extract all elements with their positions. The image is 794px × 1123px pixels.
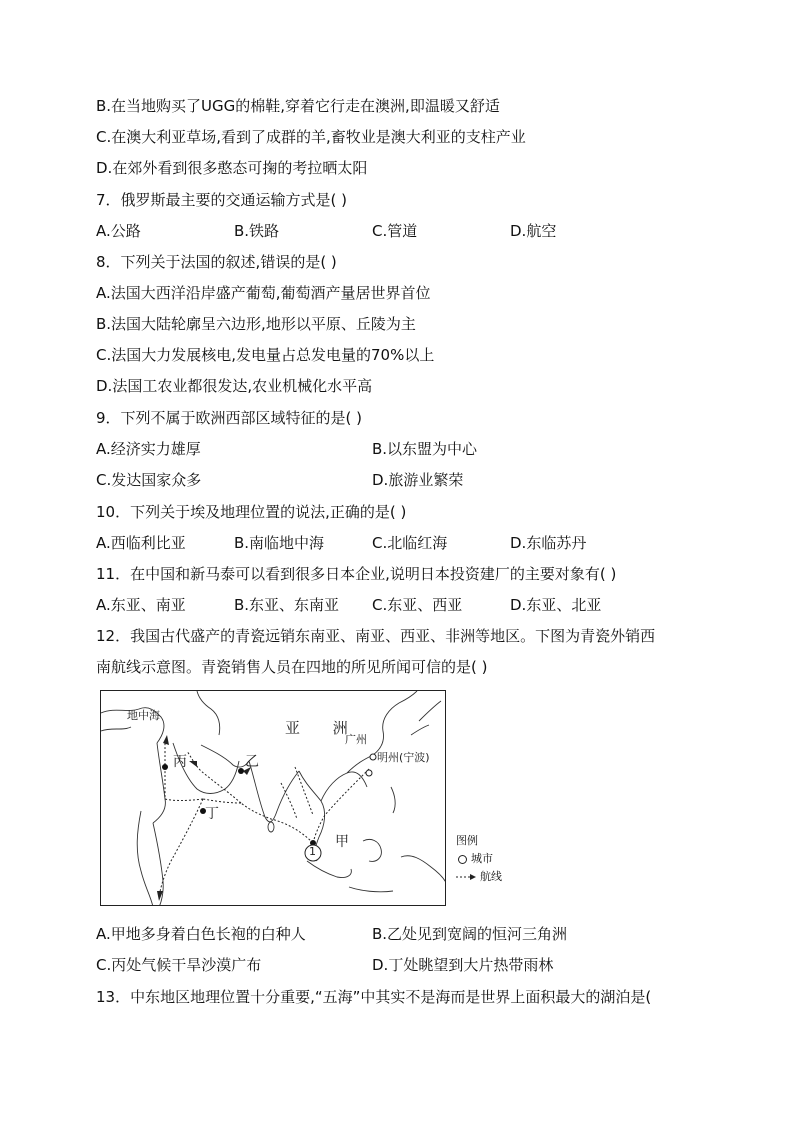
coastline <box>268 822 274 832</box>
route-line <box>187 751 241 803</box>
q7-option-a: A.公路 <box>96 222 141 240</box>
legend-route-label: 航线 <box>480 870 502 883</box>
label-asia: 亚 洲 <box>285 719 362 737</box>
question-8-stem: 8．下列关于法国的叙述,错误的是( ) <box>96 253 337 271</box>
q8-option-c: C.法国大力发展核电,发电量占总发电量的70%以上 <box>96 346 435 364</box>
option-text: B.在当地购买了UGG的棉鞋,穿着它行走在澳洲,即温暖又舒适 <box>96 97 500 115</box>
q12-option-c: C.丙处气候干旱沙漠广布 <box>96 956 262 974</box>
legend-title: 图例 <box>456 834 478 847</box>
coastline <box>419 701 441 721</box>
q9-option-d: D.旅游业繁荣 <box>372 471 464 489</box>
label-guangzhou: 广州 <box>345 733 367 746</box>
map-drawing <box>101 691 446 906</box>
city-dot-bing <box>162 764 168 770</box>
q9-option-b: B.以东盟为中心 <box>372 440 478 458</box>
q7-option-d: D.航空 <box>510 222 557 240</box>
q8-option-d: D.法国工农业都很发达,农业机械化水平高 <box>96 377 373 395</box>
label-yi: 乙 <box>245 754 259 770</box>
coastline <box>411 725 429 735</box>
q10-option-d: D.东临苏丹 <box>510 534 587 552</box>
coastline <box>137 811 153 906</box>
legend-city-row <box>456 852 502 866</box>
route-line <box>295 767 313 815</box>
city-symbol-icon <box>458 855 467 864</box>
coastline <box>201 745 249 767</box>
q7-option-c: C.管道 <box>372 222 418 240</box>
coastline <box>349 887 393 892</box>
coastline <box>391 787 395 813</box>
q7-option-b: B.铁路 <box>234 222 280 240</box>
coastline <box>401 856 446 885</box>
label-bing: 丙 <box>173 754 187 770</box>
q9-option-c: C.发达国家众多 <box>96 471 202 489</box>
coastline <box>299 771 325 837</box>
option-text: C.在澳大利亚草场,看到了成群的羊,畜牧业是澳大利亚的支柱产业 <box>96 128 526 146</box>
route-symbol-icon <box>456 873 476 881</box>
label-mingzhou: 明州(宁波) <box>377 751 430 764</box>
coastline <box>153 743 165 823</box>
route-line <box>165 799 203 801</box>
coastline <box>363 839 381 861</box>
city-dot-mingzhou <box>370 754 376 760</box>
route-line <box>159 799 203 897</box>
label-circle-one: 1 <box>309 845 316 858</box>
route-arrow <box>163 735 169 745</box>
option-text: D.在郊外看到很多憨态可掬的考拉晒太阳 <box>96 159 368 177</box>
city-dot-guangzhou <box>366 770 372 776</box>
q12-option-d: D.丁处眺望到大片热带雨林 <box>372 956 554 974</box>
coastline <box>307 861 351 878</box>
label-jia: 甲 <box>335 834 349 850</box>
question-13-stem: 13．中东地区地理位置十分重要,“五海”中其实不是海而是世界上面积最大的湖泊是( <box>96 988 652 1006</box>
legend-city-label: 城市 <box>471 852 493 865</box>
coastline <box>101 727 131 731</box>
q11-option-d: D.东亚、北亚 <box>510 596 602 614</box>
q9-option-a: A.经济实力雄厚 <box>96 440 201 458</box>
q10-option-a: A.西临利比亚 <box>96 534 186 552</box>
q11-option-a: A.东亚、南亚 <box>96 596 186 614</box>
coastline <box>197 691 220 735</box>
city-dot-yi <box>238 768 244 774</box>
q8-option-a: A.法国大西洋沿岸盛产葡萄,葡萄酒产量居世界首位 <box>96 284 431 302</box>
celadon-route-map <box>100 690 446 906</box>
q10-option-c: C.北临红海 <box>372 534 448 552</box>
q12-option-a: A.甲地多身着白色长袍的白种人 <box>96 925 306 943</box>
q11-option-c: C.东亚、西亚 <box>372 596 463 614</box>
question-9-stem: 9．下列不属于欧洲西部区域特征的是( ) <box>96 409 363 427</box>
q11-option-b: B.东亚、东南亚 <box>234 596 340 614</box>
question-12-stem-line2: 南航线示意图。青瓷销售人员在四地的所见所闻可信的是( ) <box>96 658 488 676</box>
q12-option-b: B.乙处见到宽阔的恒河三角洲 <box>372 925 568 943</box>
q10-option-b: B.南临地中海 <box>234 534 325 552</box>
route-arrow <box>189 761 197 767</box>
route-line <box>241 803 313 843</box>
route-line <box>281 783 297 819</box>
label-ding: 丁 <box>205 806 219 822</box>
map-legend <box>456 834 502 884</box>
label-mediterranean: 地中海 <box>127 709 160 722</box>
q8-option-b: B.法国大陆轮廓呈六边形,地形以平原、丘陵为主 <box>96 315 416 333</box>
coastline <box>321 772 367 801</box>
question-12-stem-line1: 12．我国古代盛产的青瓷远销东南亚、南亚、西亚、非洲等地区。下图为青瓷外销西 <box>96 627 656 645</box>
question-11-stem: 11．在中国和新马泰可以看到很多日本企业,说明日本投资建厂的主要对象有( ) <box>96 565 617 583</box>
question-7-stem: 7．俄罗斯最主要的交通运输方式是( ) <box>96 191 348 209</box>
question-10-stem: 10．下列关于埃及地理位置的说法,正确的是( ) <box>96 503 407 521</box>
legend-route-row <box>456 870 502 884</box>
